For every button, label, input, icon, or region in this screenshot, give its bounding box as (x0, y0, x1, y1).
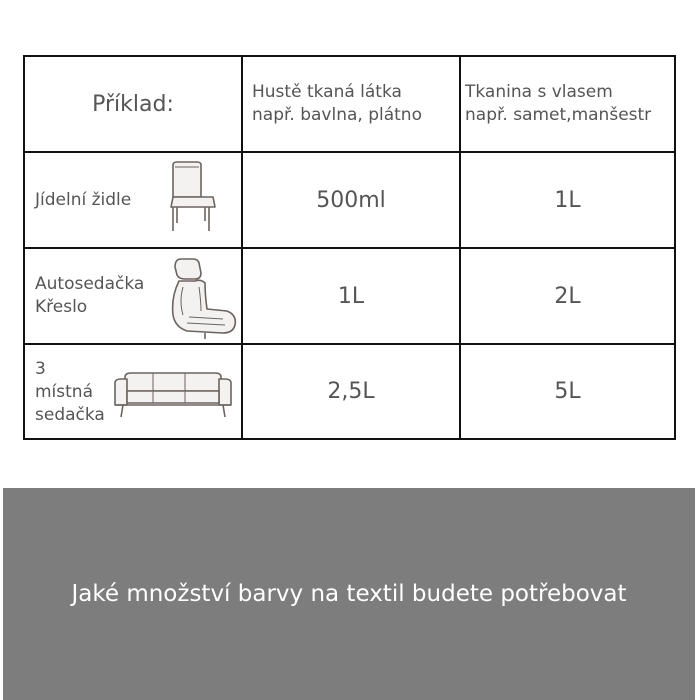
amount-value: 5L (554, 379, 581, 404)
row-label-line: Autosedačka (35, 274, 145, 294)
row-label-line: 3 (35, 358, 46, 379)
sofa-dense-amount (243, 345, 459, 438)
sofa-pile-amount (461, 345, 674, 438)
row-label-line: Jídelní židle (35, 189, 132, 210)
amount-value: 1L (554, 187, 581, 213)
header-pile-fabric-cell (461, 57, 674, 151)
car-seat-dense-amount (243, 249, 459, 343)
row-label-line: sedačka (35, 404, 105, 425)
amount-value: 500ml (316, 187, 386, 213)
paint-amount-table (23, 55, 676, 440)
amount-value: 2L (554, 283, 581, 309)
amount-value: 1L (337, 283, 365, 309)
pile-fabric-examples: např. samet,manšestr (465, 105, 652, 125)
car-seat-icon (165, 257, 237, 339)
footer-caption: Jaké množství barvy na textil budete potřebovat (71, 581, 627, 607)
row-label-car-seat (29, 249, 169, 343)
row-label-dining-chair (29, 153, 169, 247)
amount-value: 2,5L (327, 379, 375, 404)
car-seat-pile-amount (461, 249, 674, 343)
dining-chair-dense-amount (243, 153, 459, 247)
example-label: Příklad: (92, 91, 174, 117)
dining-chair-pile-amount (461, 153, 674, 247)
dense-fabric-examples: např. bavlna, plátno (252, 105, 422, 125)
row-label-line: Křeslo (35, 297, 88, 317)
sofa-icon (113, 371, 233, 419)
header-dense-fabric-cell (243, 57, 459, 151)
row-label-line: místná (35, 381, 93, 402)
header-example-cell (25, 57, 241, 151)
pile-fabric-title: Tkanina s vlasem (465, 82, 613, 102)
dense-fabric-title: Hustě tkaná látka (252, 82, 402, 102)
footer-banner (3, 488, 695, 700)
dining-chair-icon (165, 161, 219, 233)
row-label-sofa (29, 345, 115, 439)
